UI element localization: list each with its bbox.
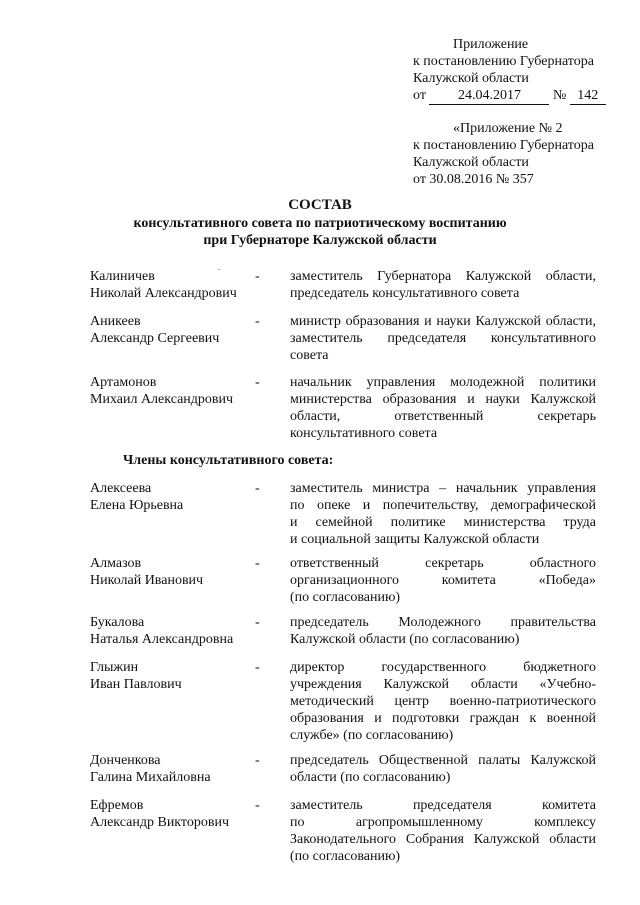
annex-number: 142 — [570, 87, 606, 105]
position-line: по агропромышленному комплексу — [290, 815, 596, 830]
position-line: учреждения Калужской области «Учебно- — [290, 677, 596, 692]
separator-dash: - — [255, 753, 260, 768]
annex2-block — [413, 120, 594, 188]
position-line: председатель Молодежного правительства — [290, 615, 596, 630]
person-position — [290, 480, 596, 548]
person-surname: Артамонов — [90, 375, 157, 390]
position-line: министр образования и науки Калужской области, — [290, 314, 596, 329]
annex-line3: Калужской области — [413, 71, 529, 86]
person-given-name: Галина Михайловна — [90, 770, 211, 785]
person-surname: Алмазов — [90, 556, 142, 571]
person-given-name: Елена Юрьевна — [90, 498, 184, 513]
person-position — [290, 752, 596, 786]
position-line: директор государственного бюджетного — [290, 660, 596, 675]
annex2-line1: «Приложение № 2 — [453, 121, 563, 136]
document-subtitle-line1: консультативного совета по патриотическому воспитанию — [133, 216, 507, 231]
position-line: Калужской области (по согласованию) — [290, 632, 520, 647]
person-position — [290, 268, 596, 302]
person-given-name: Александр Викторович — [90, 815, 230, 830]
separator-dash: - — [255, 660, 260, 675]
separator-dash: - — [255, 375, 260, 390]
position-line: председатель консультативного совета — [290, 286, 520, 301]
position-line: министерства образования и науки Калужской — [290, 392, 596, 407]
position-line: ответственный секретарь областного — [290, 556, 596, 571]
person-surname: Букалова — [90, 615, 145, 630]
position-line: совета — [290, 348, 329, 363]
position-line: председатель Общественной палаты Калужской — [290, 753, 596, 768]
position-line: организационного комитета «Победа» — [290, 573, 596, 588]
person-name — [90, 313, 260, 347]
person-name — [90, 797, 260, 831]
person-name — [90, 555, 260, 589]
person-position — [290, 555, 596, 606]
position-line: заместитель председателя консультативного — [290, 331, 596, 346]
members-heading: Члены консультативного совета: — [123, 453, 334, 468]
position-line: заместитель министра – начальник управления — [290, 481, 596, 496]
separator-dash: - — [255, 556, 260, 571]
position-line: начальник управления молодежной политики — [290, 375, 596, 390]
person-surname: Ефремов — [90, 798, 144, 813]
position-line: области, ответственный секретарь — [290, 409, 596, 424]
position-line: и семейной политике министерства труда — [290, 515, 596, 530]
position-line: и социальной защиты Калужской области — [290, 532, 540, 547]
person-given-name: Николай Иванович — [90, 573, 204, 588]
person-name — [90, 268, 260, 302]
annex-number-sign: № — [552, 88, 567, 103]
person-surname: Аникеев — [90, 314, 141, 329]
person-name — [90, 659, 260, 693]
position-line: области (по согласованию) — [290, 770, 451, 785]
scan-mark: . — [218, 263, 220, 272]
separator-dash: - — [255, 314, 260, 329]
document-subtitle-line2: при Губернаторе Калужской области — [203, 233, 437, 248]
annex2-line2: к постановлению Губернатора — [413, 138, 594, 153]
annex-date: 24.04.2017 — [429, 87, 549, 105]
position-line: службе» (по согласованию) — [290, 728, 454, 743]
person-surname: Калиничев — [90, 269, 155, 284]
annex2-line4: от 30.08.2016 № 357 — [413, 172, 534, 187]
separator-dash: - — [255, 481, 260, 496]
position-line: методический центр военно-патриотического — [290, 694, 596, 709]
person-surname: Алексеева — [90, 481, 152, 496]
annex-line2: к постановлению Губернатора — [413, 54, 594, 69]
person-surname: Глыжин — [90, 660, 139, 675]
separator-dash: - — [255, 798, 260, 813]
person-position — [290, 659, 596, 744]
position-line: Законодательного Собрания Калужской области — [290, 832, 596, 847]
annex-date-line — [413, 87, 606, 105]
position-line: (по согласованию) — [290, 849, 401, 864]
person-position — [290, 797, 596, 865]
annex-line1: Приложение — [453, 37, 529, 52]
person-name — [90, 614, 260, 648]
person-surname: Донченкова — [90, 753, 161, 768]
document-title: СОСТАВ — [288, 197, 352, 213]
position-line: по опеке и попечительству, демографической — [290, 498, 596, 513]
person-position — [290, 313, 596, 364]
separator-dash: - — [255, 269, 260, 284]
person-name — [90, 752, 260, 786]
position-line: образования и подготовки граждан к военной — [290, 711, 596, 726]
person-given-name: Александр Сергеевич — [90, 331, 220, 346]
person-given-name: Иван Павлович — [90, 677, 182, 692]
person-name — [90, 374, 260, 408]
person-name — [90, 480, 260, 514]
annex2-line3: Калужской области — [413, 155, 529, 170]
person-position — [290, 374, 596, 442]
position-line: заместитель Губернатора Калужской области, — [290, 269, 596, 284]
person-given-name: Михаил Александрович — [90, 392, 234, 407]
separator-dash: - — [255, 615, 260, 630]
person-given-name: Наталья Александровна — [90, 632, 234, 647]
person-position — [290, 614, 596, 648]
position-line: заместитель председателя комитета — [290, 798, 596, 813]
annex-from-label: от — [413, 88, 426, 103]
position-line: консультативного совета — [290, 426, 438, 441]
person-given-name: Николай Александрович — [90, 286, 237, 301]
annex-block — [413, 36, 606, 105]
position-line: (по согласованию) — [290, 590, 401, 605]
